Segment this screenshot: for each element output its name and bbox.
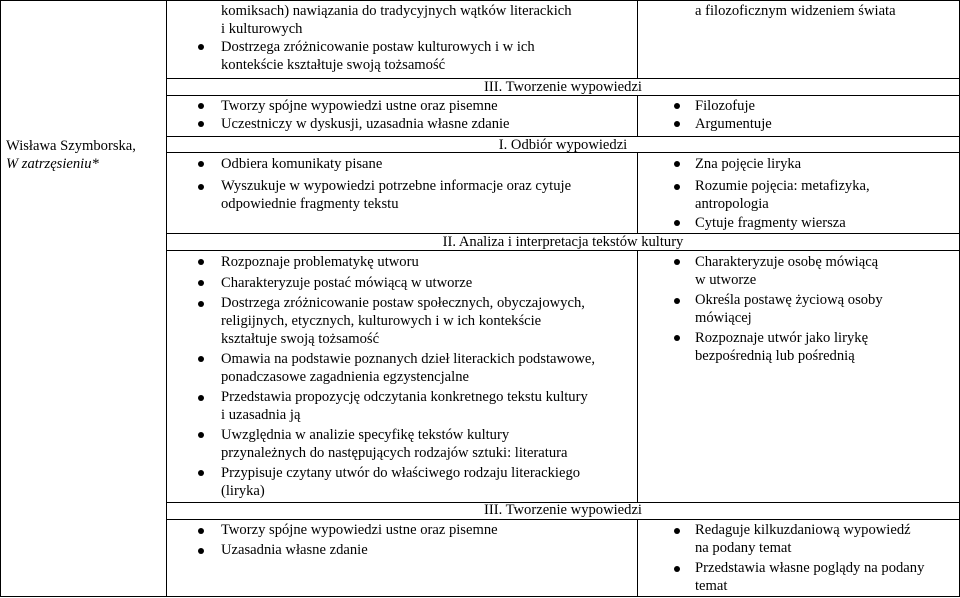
bullet-icon [674, 566, 680, 572]
bullet-icon [674, 259, 680, 265]
work-title: W zatrzęsieniu* [6, 156, 99, 172]
list-item: Przedstawia propozycję odczytania konkretnego tekstu kultury [221, 389, 588, 405]
bullet-icon [198, 184, 204, 190]
list-item: Argumentuje [695, 116, 772, 132]
list-item: temat [695, 578, 728, 594]
bullet-icon [198, 548, 204, 554]
author-name: Wisława Szymborska, [6, 138, 136, 154]
list-item: Charakteryzuje osobę mówiącą [695, 254, 879, 270]
bullet-icon [198, 161, 204, 167]
bullet-icon [198, 432, 204, 438]
list-item: Tworzy spójne wypowiedzi ustne oraz pisemne [221, 522, 498, 538]
bullet-icon [198, 395, 204, 401]
list-item: Wyszukuje w wypowiedzi potrzebne informacje oraz cytuje [221, 178, 572, 194]
list-item: mówiącej [695, 310, 752, 326]
list-item: Cytuje fragmenty wiersza [695, 215, 846, 231]
list-item: odpowiednie fragmenty tekstu [221, 196, 399, 212]
list-item: kontekście kształtuje swoją tożsamość [221, 57, 446, 73]
list-item: (liryka) [221, 483, 265, 499]
section-heading: I. Odbiór wypowiedzi [498, 137, 628, 153]
top-left-line: i kulturowych [221, 21, 303, 37]
list-item: Rozpoznaje problematykę utworu [221, 254, 419, 270]
list-item: Przedstawia własne poglądy na podany [695, 560, 925, 576]
list-item: i uzasadnia ją [221, 407, 301, 423]
list-item: Omawia na podstawie poznanych dzieł literackich podstawowe, [221, 351, 596, 367]
bullet-icon [674, 184, 680, 190]
list-item: Uzasadnia własne zdanie [221, 542, 368, 558]
list-item: na podany temat [695, 540, 792, 556]
list-item: Filozofuje [695, 98, 755, 114]
bullet-icon [674, 121, 680, 127]
section-heading: III. Tworzenie wypowiedzi [484, 79, 642, 95]
list-item: antropologia [695, 196, 769, 212]
bullet-icon [674, 103, 680, 109]
top-right-line: a filozoficznym widzeniem świata [695, 3, 896, 19]
bullet-icon [198, 301, 204, 307]
top-left-line: komiksach) nawiązania do tradycyjnych wątków literackich [221, 3, 572, 19]
list-item: religijnych, etycznych, kulturowych i w ich kontekście [221, 313, 542, 329]
list-item: Uwzględnia w analizie specyfikę tekstów kultury [221, 427, 510, 443]
list-item: Redaguje kilkuzdaniową wypowiedź [695, 522, 911, 538]
bullet-icon [198, 280, 204, 286]
list-item: kształtuje swoją tożsamość [221, 331, 380, 347]
list-item: Uczestniczy w dyskusji, uzasadnia własne zdanie [221, 116, 510, 132]
list-item: przynależnych do następujących rodzajów sztuki: literatura [221, 445, 568, 461]
list-item: Dostrzega zróżnicowanie postaw społecznych, obyczajowych, [221, 295, 585, 311]
list-item: w utworze [695, 272, 757, 288]
list-item: Przypisuje czytany utwór do właściwego rodzaju literackiego [221, 465, 581, 481]
bullet-icon [674, 528, 680, 534]
list-item: Rozumie pojęcia: metafizyka, [695, 178, 870, 194]
list-item: Odbiera komunikaty pisane [221, 156, 383, 172]
list-item: bezpośrednią lub pośrednią [695, 348, 855, 364]
bullet-icon [198, 259, 204, 265]
bullet-icon [674, 298, 680, 304]
list-item: Charakteryzuje postać mówiącą w utworze [221, 275, 473, 291]
bullet-icon [674, 161, 680, 167]
list-item: Rozpoznaje utwór jako lirykę [695, 330, 869, 346]
bullet-icon [674, 220, 680, 226]
bullet-icon [198, 470, 204, 476]
section-heading: II. Analiza i interpretacja tekstów kultury [442, 234, 684, 250]
bullet-icon [198, 103, 204, 109]
bullet-icon [674, 335, 680, 341]
bullet-icon [198, 528, 204, 534]
bullet-icon [198, 44, 204, 50]
section-heading: III. Tworzenie wypowiedzi [484, 502, 642, 518]
list-item: Dostrzega zróżnicowanie postaw kulturowych i w ich [221, 39, 535, 55]
bullet-icon [198, 121, 204, 127]
bullet-icon [198, 356, 204, 362]
list-item: Zna pojęcie liryka [695, 156, 802, 172]
list-item: Tworzy spójne wypowiedzi ustne oraz pisemne [221, 98, 498, 114]
list-item: ponadczasowe zagadnienia egzystencjalne [221, 369, 469, 385]
list-item: Określa postawę życiową osoby [695, 292, 883, 308]
